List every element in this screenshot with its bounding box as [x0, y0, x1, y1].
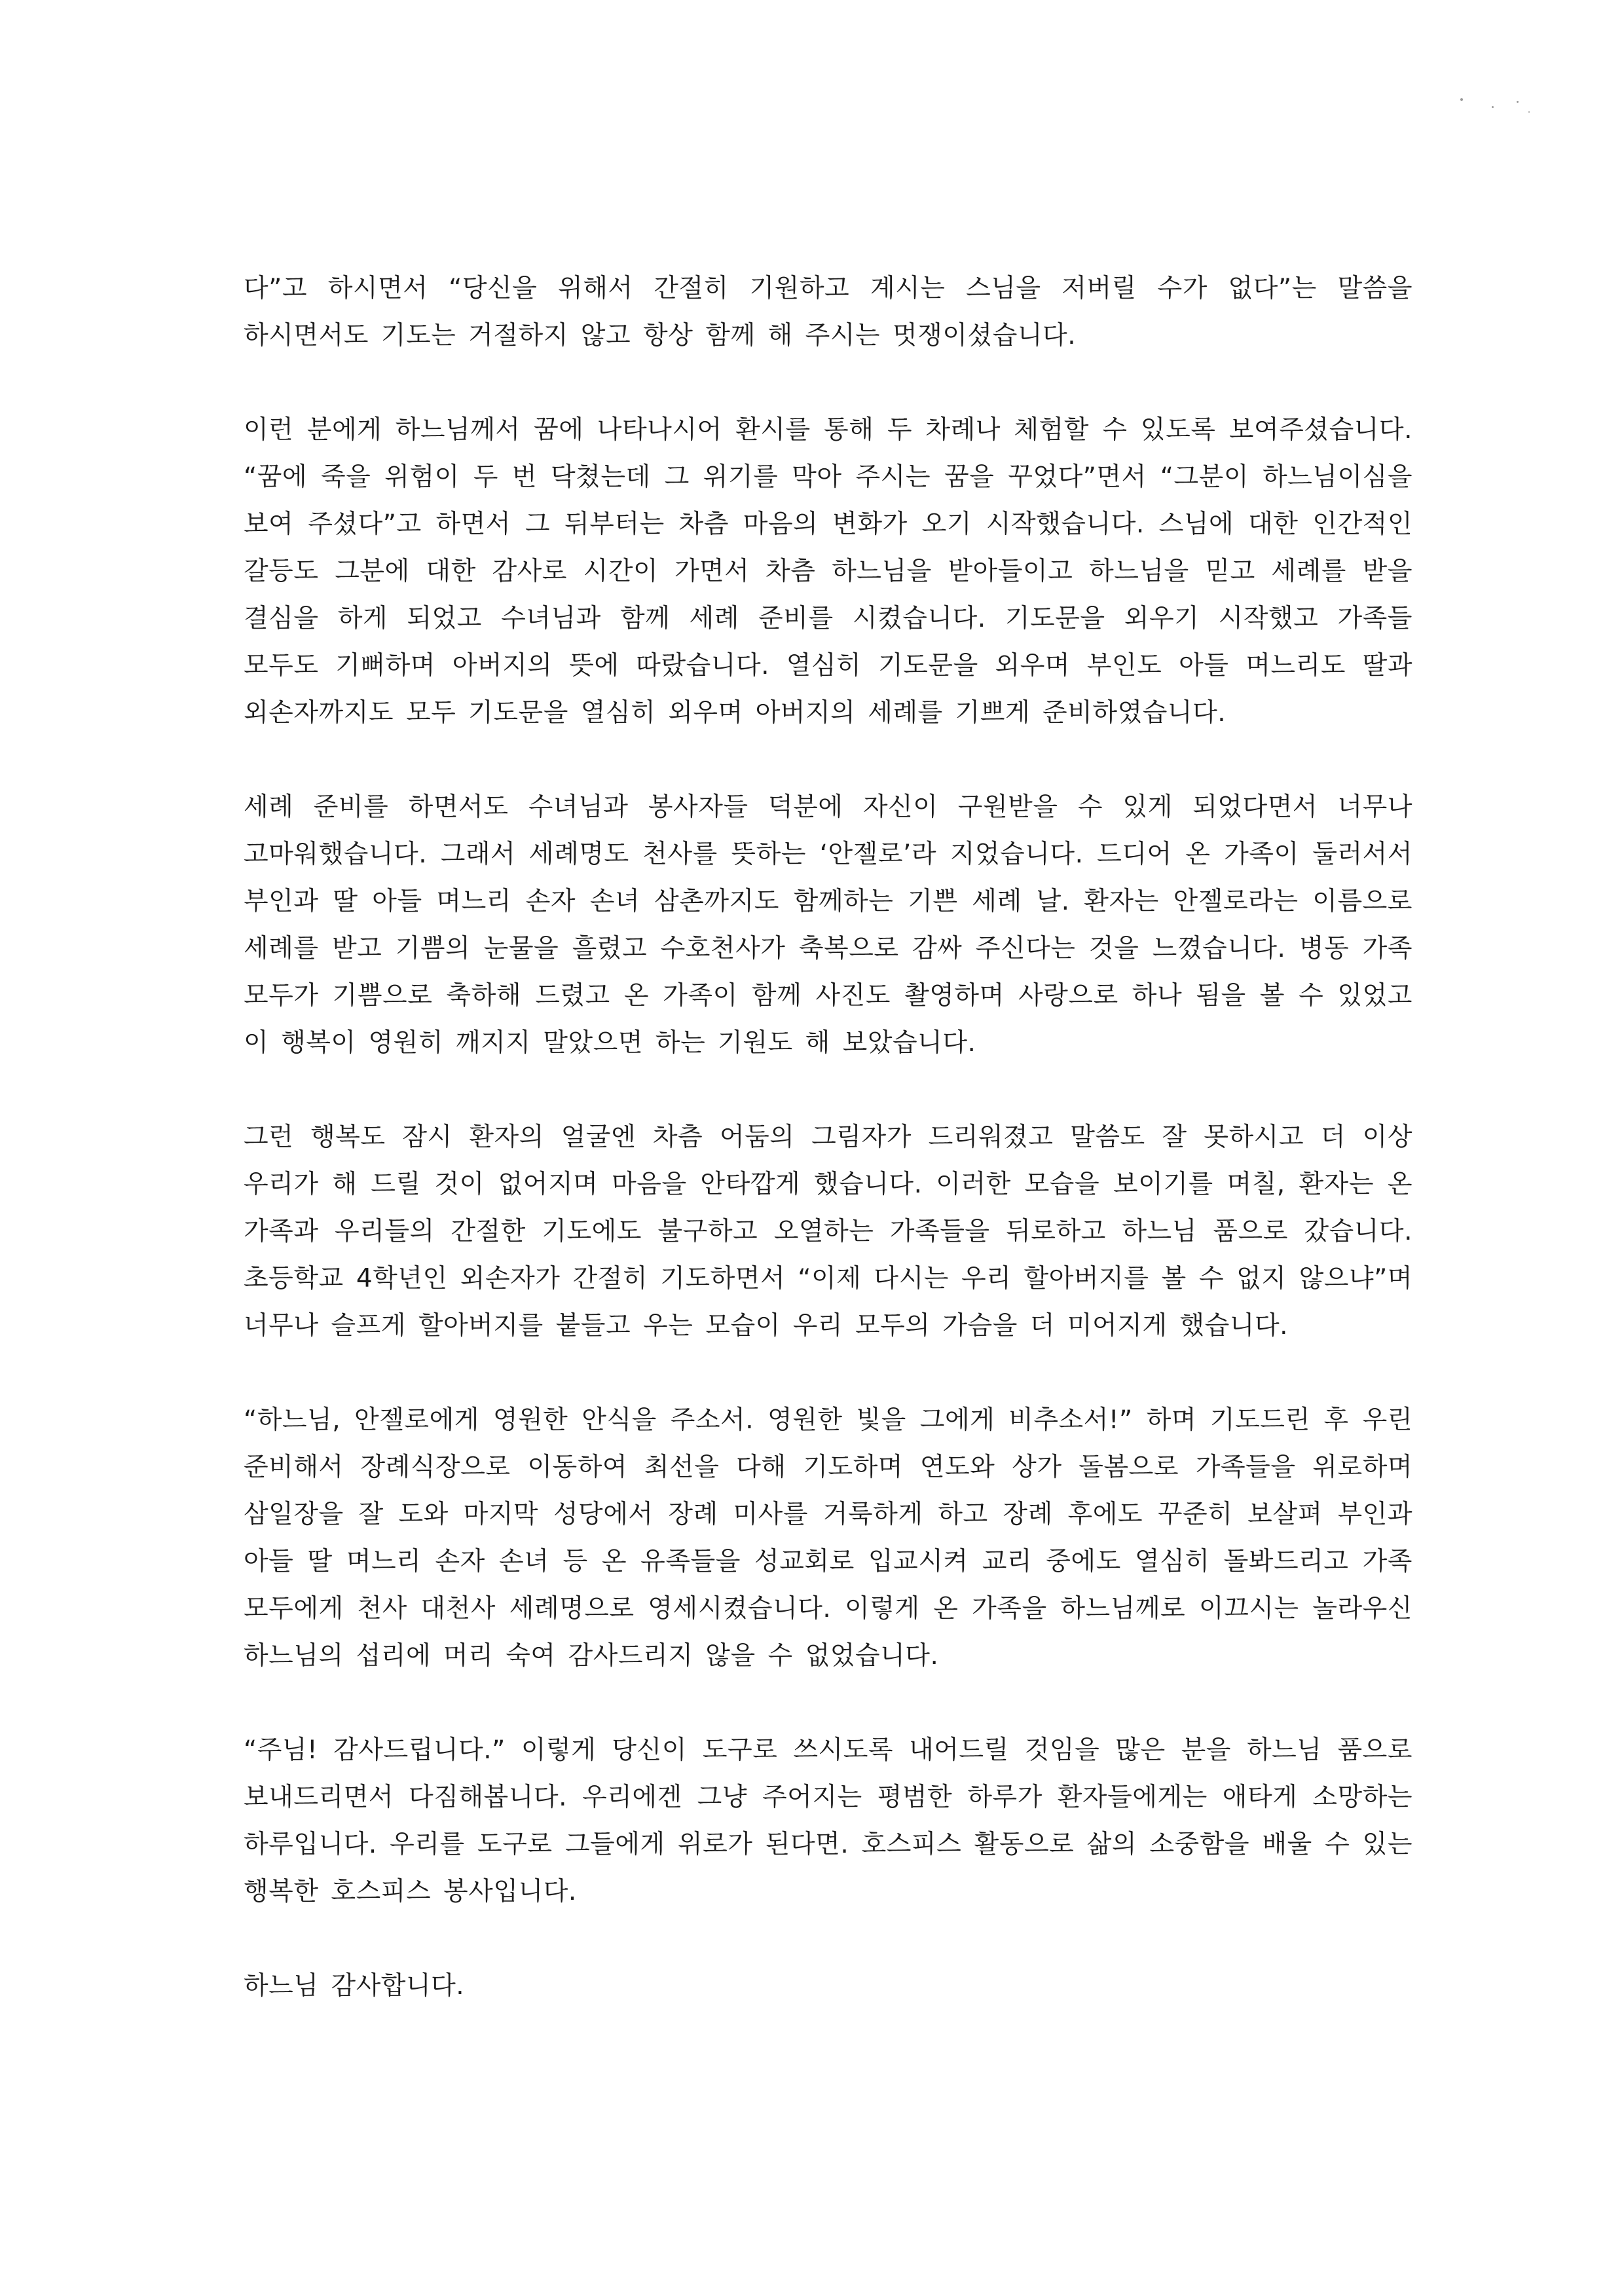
- scan-speck: [1528, 111, 1530, 113]
- document-body: [244, 265, 1412, 2010]
- scan-speck: [1460, 98, 1463, 101]
- paragraph-1: 다”고 하시면서 “당신을 위해서 간절히 기원하고 계시는 스님을 저버릴 수가 없다”는 말씀을 하시면서도 기도는 거절하지 않고 항상 함께 해 주시는 멋쟁이셨습니다.: [244, 274, 1412, 350]
- scan-speck: [1492, 106, 1494, 108]
- scan-speck: [1517, 101, 1519, 103]
- scan-artifact-marks: [1460, 92, 1539, 118]
- paragraph-5: “하느님, 안젤로에게 영원한 안식을 주소서. 영원한 빛을 그에게 비추소서!” 하며 기도드린 후 우린 준비해서 장례식장으로 이동하여 최선을 다해 기도하며 연도와 상가 돌봄으로 가족들을 위로하며 삼일장을 잘 도와 마지막 성당에서 장례 미사를 거룩하게 하고 장례 후에도 꾸준히 보살펴 부인과 아들 딸 며느리 손자 손녀 등 온 유족들을 성교회로 입교시켜 교리 중에도 열심히 돌봐드리고 가족 모두에게 천사 대천사 세례명으로 영세시켰습니다. 이렇게 온 가족을 하느님께로 이끄시는 놀라우신 하느님의 섭리에 머리 숙여 감사드리지 않을 수 없었습니다.: [244, 1405, 1412, 1671]
- paragraph-2: 이런 분에게 하느님께서 꿈에 나타나시어 환시를 통해 두 차례나 체험할 수 있도록 보여주셨습니다. “꿈에 죽을 위험이 두 번 닥쳤는데 그 위기를 막아 주시는 꿈을 꾸었다”면서 “그분이 하느님이심을 보여 주셨다”고 하면서 그 뒤부터는 차츰 마음의 변화가 오기 시작했습니다. 스님에 대한 인간적인 갈등도 그분에 대한 감사로 시간이 가면서 차츰 하느님을 받아들이고 하느님을 믿고 세례를 받을 결심을 하게 되었고 수녀님과 함께 세례 준비를 시켰습니다. 기도문을 외우기 시작했고 가족들 모두도 기뻐하며 아버지의 뜻에 따랐습니다. 열심히 기도문을 외우며 부인도 아들 며느리도 딸과 외손자까지도 모두 기도문을 열심히 외우며 아버지의 세례를 기쁘게 준비하였습니다.: [244, 415, 1412, 728]
- paragraph-6: “주님! 감사드립니다.” 이렇게 당신이 도구로 쓰시도록 내어드릴 것임을 많은 분을 하느님 품으로 보내드리면서 다짐해봅니다. 우리에겐 그냥 주어지는 평범한 하루가 환자들에게는 애타게 소망하는 하루입니다. 우리를 도구로 그들에게 위로가 된다면. 호스피스 활동으로 삶의 소중함을 배울 수 있는 행복한 호스피스 봉사입니다.: [244, 1735, 1412, 1906]
- paragraph-3: 세례 준비를 하면서도 수녀님과 봉사자들 덕분에 자신이 구원받을 수 있게 되었다면서 너무나 고마워했습니다. 그래서 세례명도 천사를 뜻하는 ‘안젤로’라 지었습니다. 드디어 온 가족이 둘러서서 부인과 딸 아들 며느리 손자 손녀 삼촌까지도 함께하는 기쁜 세례 날. 환자는 안젤로라는 이름으로 세례를 받고 기쁨의 눈물을 흘렸고 수호천사가 축복으로 감싸 주신다는 것을 느꼈습니다. 병동 가족 모두가 기쁨으로 축하해 드렸고 온 가족이 함께 사진도 촬영하며 사랑으로 하나 됨을 볼 수 있었고 이 행복이 영원히 깨지지 말았으면 하는 기원도 해 보았습니다.: [244, 792, 1412, 1058]
- paragraph-4: 그런 행복도 잠시 환자의 얼굴엔 차츰 어둠의 그림자가 드리워졌고 말씀도 잘 못하시고 더 이상 우리가 해 드릴 것이 없어지며 마음을 안타깝게 했습니다. 이러한 모습을 보이기를 며칠, 환자는 온 가족과 우리들의 간절한 기도에도 불구하고 오열하는 가족들을 뒤로하고 하느님 품으로 갔습니다. 초등학교 4학년인 외손자가 간절히 기도하면서 “이제 다시는 우리 할아버지를 볼 수 없지 않으냐”며 너무나 슬프게 할아버지를 붙들고 우는 모습이 우리 모두의 가슴을 더 미어지게 했습니다.: [244, 1122, 1412, 1341]
- closing-line: 하느님 감사합니다.: [244, 1971, 465, 2001]
